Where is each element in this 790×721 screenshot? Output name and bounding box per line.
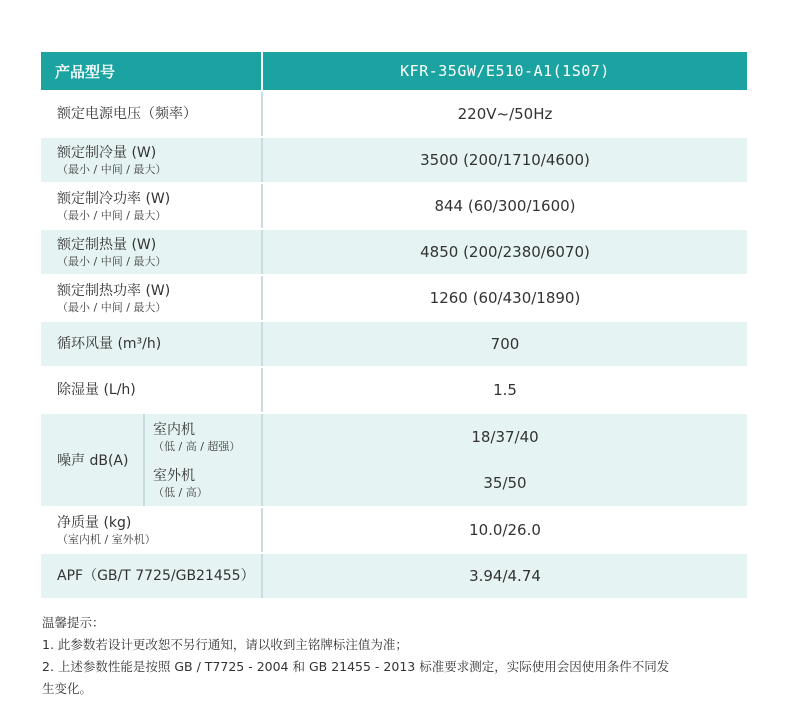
header-label: 产品型号 [41,52,263,90]
noise-label: 噪声 dB(A) [41,414,145,506]
table-row-heating-capacity [41,228,747,274]
notes-line-3: 生变化。 [42,681,93,696]
row-sublabel: （最小 / 中间 / 最大） [57,208,167,222]
noise-outdoor-label: 室外机 （低 / 高） [153,467,208,499]
row-label: 额定制冷量 (W) [57,144,157,161]
notes-line-2: 2. 上述参数性能是按照 GB / T7725 - 2004 和 GB 21455 - 2013 标准要求测定，实际使用会因使用条件不同发 [42,659,670,674]
table-row-heating-power [41,274,747,320]
table-row-airflow [41,320,747,366]
notes-line-1: 1. 此参数若设计更改恕不另行通知，请以收到主铭牌标注值为准； [42,637,408,652]
spec-table [41,52,747,598]
noise-outdoor-value: 35/50 [483,474,527,492]
row-value: 844 (60/300/1600) [434,197,576,215]
row-value: 3.94/4.74 [469,567,541,585]
table-row-dehumidification [41,366,747,412]
row-value: 220V~/50Hz [457,105,553,123]
table-row-net-weight [41,506,747,552]
row-value: 1.5 [493,381,517,399]
row-label: 净质量 (kg) [57,514,132,531]
row-label: 除湿量 (L/h) [57,382,136,398]
row-label: 额定制热功率 (W) [57,282,171,299]
row-sublabel: （最小 / 中间 / 最大） [57,300,167,314]
table-row-cooling-capacity [41,136,747,182]
table-row-voltage [41,90,747,136]
row-sublabel: （最小 / 中间 / 最大） [57,254,167,268]
notes [42,612,762,700]
table-row-cooling-power [41,182,747,228]
row-label: 额定电源电压（频率） [57,106,197,122]
noise-indoor-label: 室内机 （低 / 高 / 超强） [153,421,241,453]
row-value: 3500 (200/1710/4600) [420,151,590,169]
row-value: 1260 (60/430/1890) [429,289,581,307]
notes-title: 温馨提示： [42,615,105,630]
noise-indoor-value: 18/37/40 [471,428,539,446]
row-sublabel: （室内机 / 室外机） [57,532,156,546]
row-label: 额定制冷功率 (W) [57,190,171,207]
row-value: 700 [490,335,520,353]
row-label: 循环风量 (m³/h) [57,336,162,352]
row-label: 额定制热量 (W) [57,236,157,253]
row-sublabel: （最小 / 中间 / 最大） [57,162,167,176]
header-model: KFR-35GW/E510-A1(1S07) [400,62,610,80]
table-header [41,52,747,90]
row-label: APF（GB/T 7725/GB21455） [57,568,255,584]
table-row-apf [41,552,747,598]
row-value: 10.0/26.0 [469,521,541,539]
table-row-noise [41,412,747,506]
row-value: 4850 (200/2380/6070) [420,243,590,261]
